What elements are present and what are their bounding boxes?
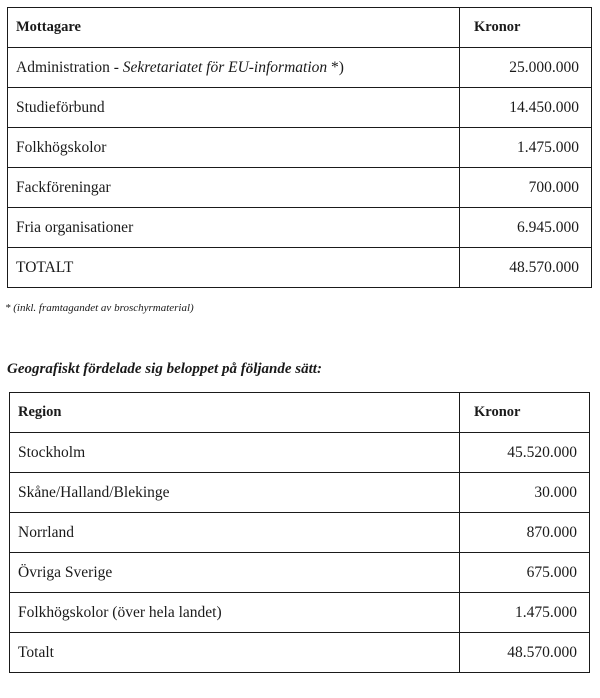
amount-cell: 30.000 — [460, 473, 590, 513]
table-header-row — [10, 393, 590, 433]
region-cell: Skåne/Halland/Blekinge — [10, 473, 460, 513]
amount-cell: 675.000 — [460, 553, 590, 593]
amount-cell: 870.000 — [460, 513, 590, 553]
total-row — [10, 633, 590, 673]
region-cell: Övriga Sverige — [10, 553, 460, 593]
region-cell: Stockholm — [10, 433, 460, 473]
table-row — [8, 168, 592, 208]
recipient-label-italic: Sekretariatet för EU-information — [122, 58, 328, 76]
recipient-cell: Fria organisationer — [8, 208, 460, 248]
table-row — [10, 473, 590, 513]
recipient-cell: Studieförbund — [8, 88, 460, 128]
amount-cell: 25.000.000 — [460, 48, 592, 88]
total-row — [8, 248, 592, 288]
recipient-cell: Fackföreningar — [8, 168, 460, 208]
amount-column-header: Kronor — [460, 393, 590, 433]
amount-cell: 14.450.000 — [460, 88, 592, 128]
total-label-cell: Totalt — [10, 633, 460, 673]
region-cell: Norrland — [10, 513, 460, 553]
amount-cell: 700.000 — [460, 168, 592, 208]
recipient-cell — [8, 48, 460, 88]
recipient-label-suffix: *) — [327, 58, 344, 76]
table-row — [8, 128, 592, 168]
recipients-table — [7, 7, 592, 288]
table-row — [10, 553, 590, 593]
amount-cell: 45.520.000 — [460, 433, 590, 473]
amount-cell: 1.475.000 — [460, 593, 590, 633]
region-cell: Folkhögskolor (över hela landet) — [10, 593, 460, 633]
table-row — [8, 48, 592, 88]
table-row — [10, 593, 590, 633]
amount-cell: 6.945.000 — [460, 208, 592, 248]
section-heading: Geografiskt fördelade sig beloppet på följande sätt: — [7, 361, 322, 377]
regions-table — [9, 392, 590, 673]
recipient-label-plain: Administration - — [16, 58, 123, 76]
total-label-cell: TOTALT — [8, 248, 460, 288]
amount-cell: 1.475.000 — [460, 128, 592, 168]
total-amount-cell: 48.570.000 — [460, 248, 592, 288]
recipient-column-header: Mottagare — [8, 8, 460, 48]
table-row — [10, 433, 590, 473]
recipient-cell: Folkhögskolor — [8, 128, 460, 168]
total-amount-cell: 48.570.000 — [460, 633, 590, 673]
table-row — [8, 88, 592, 128]
amount-column-header: Kronor — [460, 8, 592, 48]
table-row — [10, 513, 590, 553]
region-column-header: Region — [10, 393, 460, 433]
table-header-row — [8, 8, 592, 48]
table-row — [8, 208, 592, 248]
footnote: * (inkl. framtagandet av broschyrmaterial) — [5, 302, 194, 314]
